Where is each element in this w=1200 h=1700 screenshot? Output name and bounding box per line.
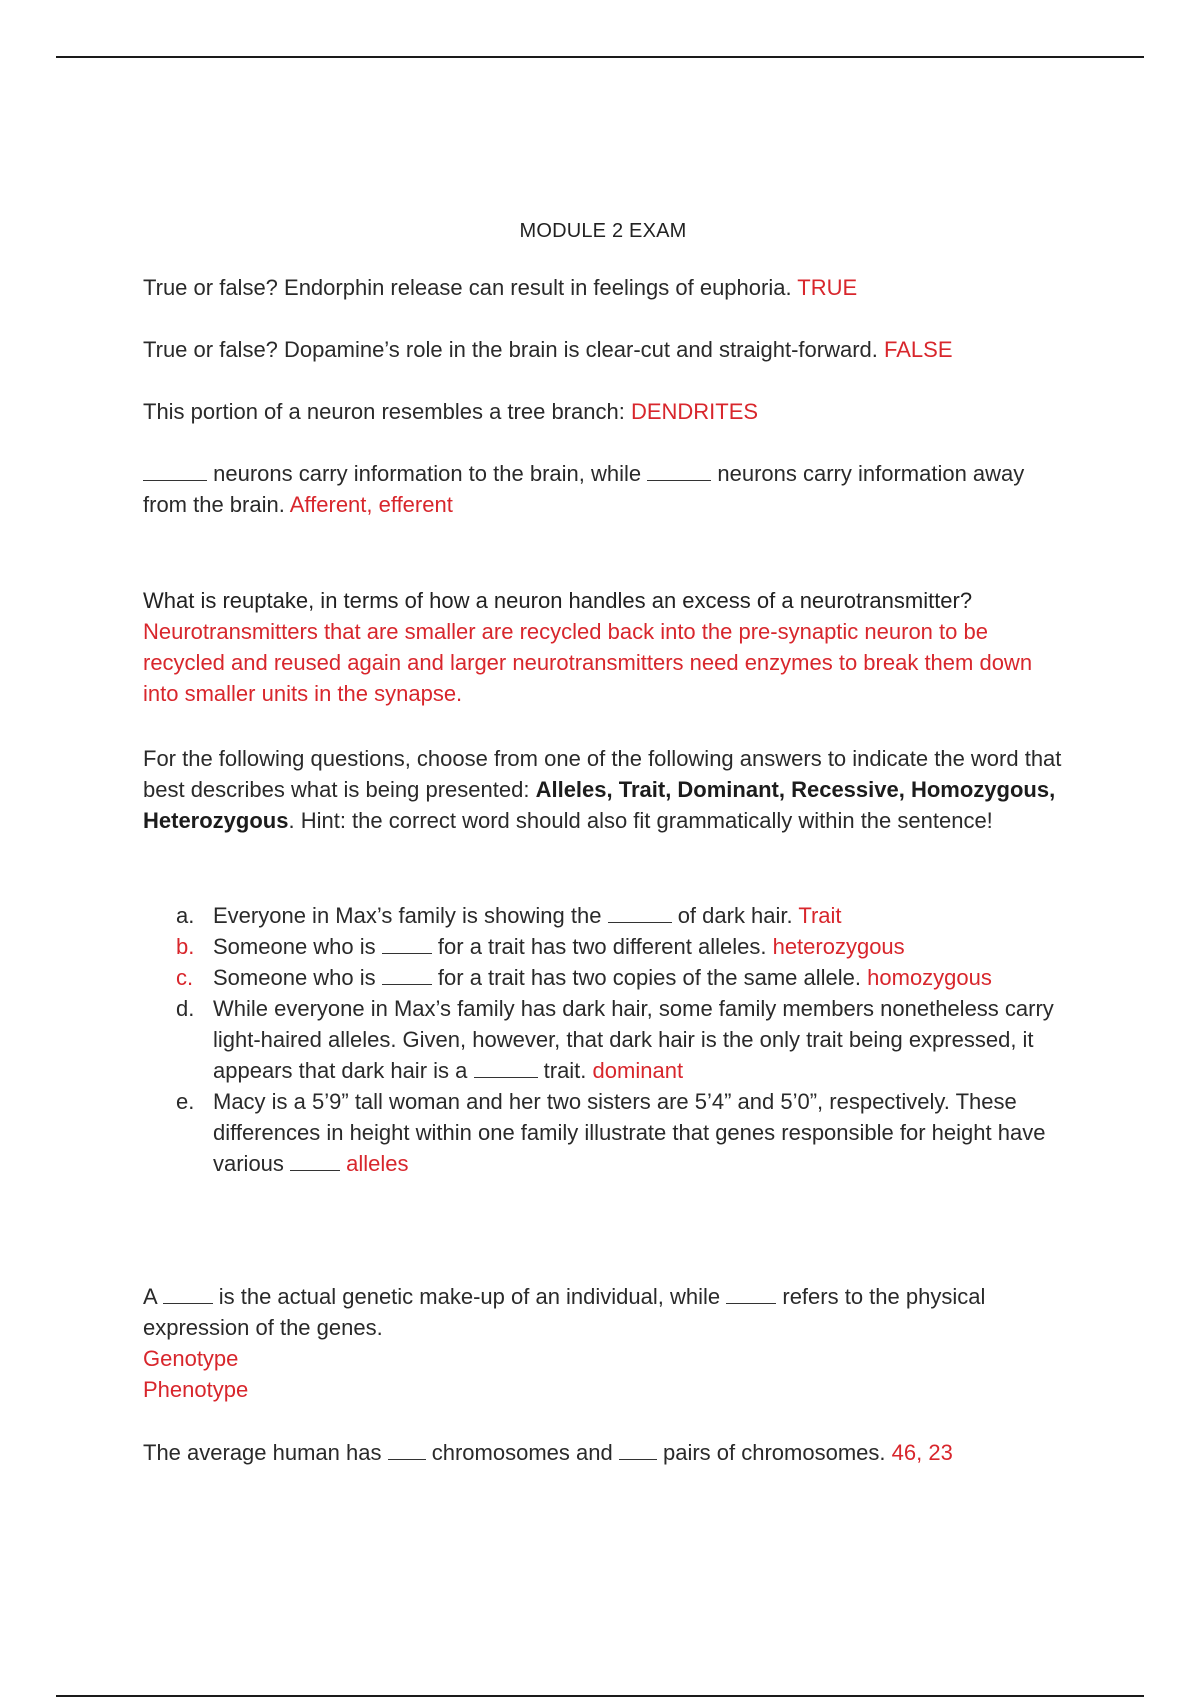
list-item xyxy=(176,931,1066,962)
answer-text: Afferent, efferent xyxy=(289,492,453,517)
answer-blank xyxy=(726,1285,776,1304)
question-text: neurons carry information away from the brain. xyxy=(143,461,1025,517)
list-item xyxy=(176,1086,1066,1179)
question-text: True or false? Endorphin release can result in feelings of euphoria. xyxy=(143,275,792,300)
item-text: Someone who is xyxy=(213,965,376,990)
answer-text: homozygous xyxy=(867,965,992,990)
answer-text: Genotype xyxy=(143,1346,239,1371)
list-item xyxy=(176,900,1066,931)
answer-text: heterozygous xyxy=(772,934,905,959)
answer-text: Neurotransmitters that are smaller are recycled back into the pre-synaptic neuron to be recycled and reused again and larger neurotransmitters need enzymes to break them down into smaller units in the synapse. xyxy=(143,619,1033,706)
list-item xyxy=(176,962,1066,993)
question-text: This portion of a neuron resembles a tree branch: xyxy=(143,399,625,424)
top-rule xyxy=(56,56,1144,58)
item-marker: b. xyxy=(176,934,195,959)
answer-text: Trait xyxy=(798,903,842,928)
question-chromosomes xyxy=(143,1437,1063,1468)
item-marker: a. xyxy=(176,903,195,928)
question-text: is the actual genetic make-up of an individual, while xyxy=(218,1284,721,1309)
question-genotype-phenotype xyxy=(143,1281,1063,1405)
question-dopamine xyxy=(143,334,1063,365)
question-text: What is reuptake, in terms of how a neuron handles an excess of a neurotransmitter? xyxy=(143,588,973,613)
item-text: Everyone in Max’s family is showing the xyxy=(213,903,602,928)
question-text: neurons carry information to the brain, while xyxy=(213,461,642,486)
item-text: trait. xyxy=(543,1058,587,1083)
item-text: for a trait has two copies of the same allele. xyxy=(437,965,862,990)
question-prefix: A xyxy=(143,1284,157,1309)
answer-blank xyxy=(382,935,432,954)
answer-blank xyxy=(647,462,711,481)
answer-text: FALSE xyxy=(884,337,953,362)
answer-blank xyxy=(388,1441,426,1460)
answer-text: 46, 23 xyxy=(891,1440,953,1465)
answer-blank xyxy=(474,1059,538,1078)
item-marker: c. xyxy=(176,965,194,990)
page-title: MODULE 2 EXAM xyxy=(519,220,687,242)
list-item xyxy=(176,993,1066,1086)
question-text: pairs of chromosomes. xyxy=(662,1440,886,1465)
item-marker: e. xyxy=(176,1089,195,1114)
answer-text: TRUE xyxy=(797,275,858,300)
item-text: for a trait has two different alleles. xyxy=(437,934,767,959)
question-text: The average human has xyxy=(143,1440,382,1465)
instructions-hint: . Hint: the correct word should also fit grammatically within the sentence! xyxy=(288,808,993,833)
answer-text: dominant xyxy=(592,1058,684,1083)
instructions-text: For the following questions, choose from one of the following answers to indicate the word that best describes what is being presented: xyxy=(143,746,1062,802)
item-text: While everyone in Max’s family has dark hair, some family members nonetheless carry light-haired alleles. Given, however, that dark hair is the only trait being expressed, it appears that dark hair is a xyxy=(213,996,1054,1083)
answer-text: DENDRITES xyxy=(630,399,759,424)
genetics-instructions xyxy=(143,743,1063,836)
answer-blank xyxy=(290,1152,340,1171)
answer-blank xyxy=(163,1285,213,1304)
answer-blank xyxy=(382,966,432,985)
item-marker: d. xyxy=(176,996,195,1021)
question-text: refers to the physical expression of the genes. xyxy=(143,1284,986,1340)
genetics-question-list xyxy=(176,900,1066,1179)
bottom-rule xyxy=(56,1695,1144,1697)
answer-blank xyxy=(143,462,207,481)
answer-text: Phenotype xyxy=(143,1377,249,1402)
question-afferent-efferent xyxy=(143,458,1063,520)
answer-text: alleles xyxy=(346,1151,409,1176)
answer-choices: Alleles, Trait, Dominant, Recessive, Homozygous, Heterozygous xyxy=(143,777,1056,833)
question-text: True or false? Dopamine’s role in the brain is clear-cut and straight-forward. xyxy=(143,337,878,362)
item-text: Someone who is xyxy=(213,934,376,959)
question-reuptake xyxy=(143,585,1063,709)
answer-blank xyxy=(619,1441,657,1460)
item-text: of dark hair. xyxy=(677,903,793,928)
answer-blank xyxy=(608,904,672,923)
question-text: chromosomes and xyxy=(431,1440,613,1465)
item-text: Macy is a 5’9” tall woman and her two sisters are 5’4” and 5’0”, respectively. These differences in height within one family illustrate that genes responsible for height have various xyxy=(213,1089,1046,1176)
question-dendrites xyxy=(143,396,1063,427)
question-endorphin xyxy=(143,272,1063,303)
